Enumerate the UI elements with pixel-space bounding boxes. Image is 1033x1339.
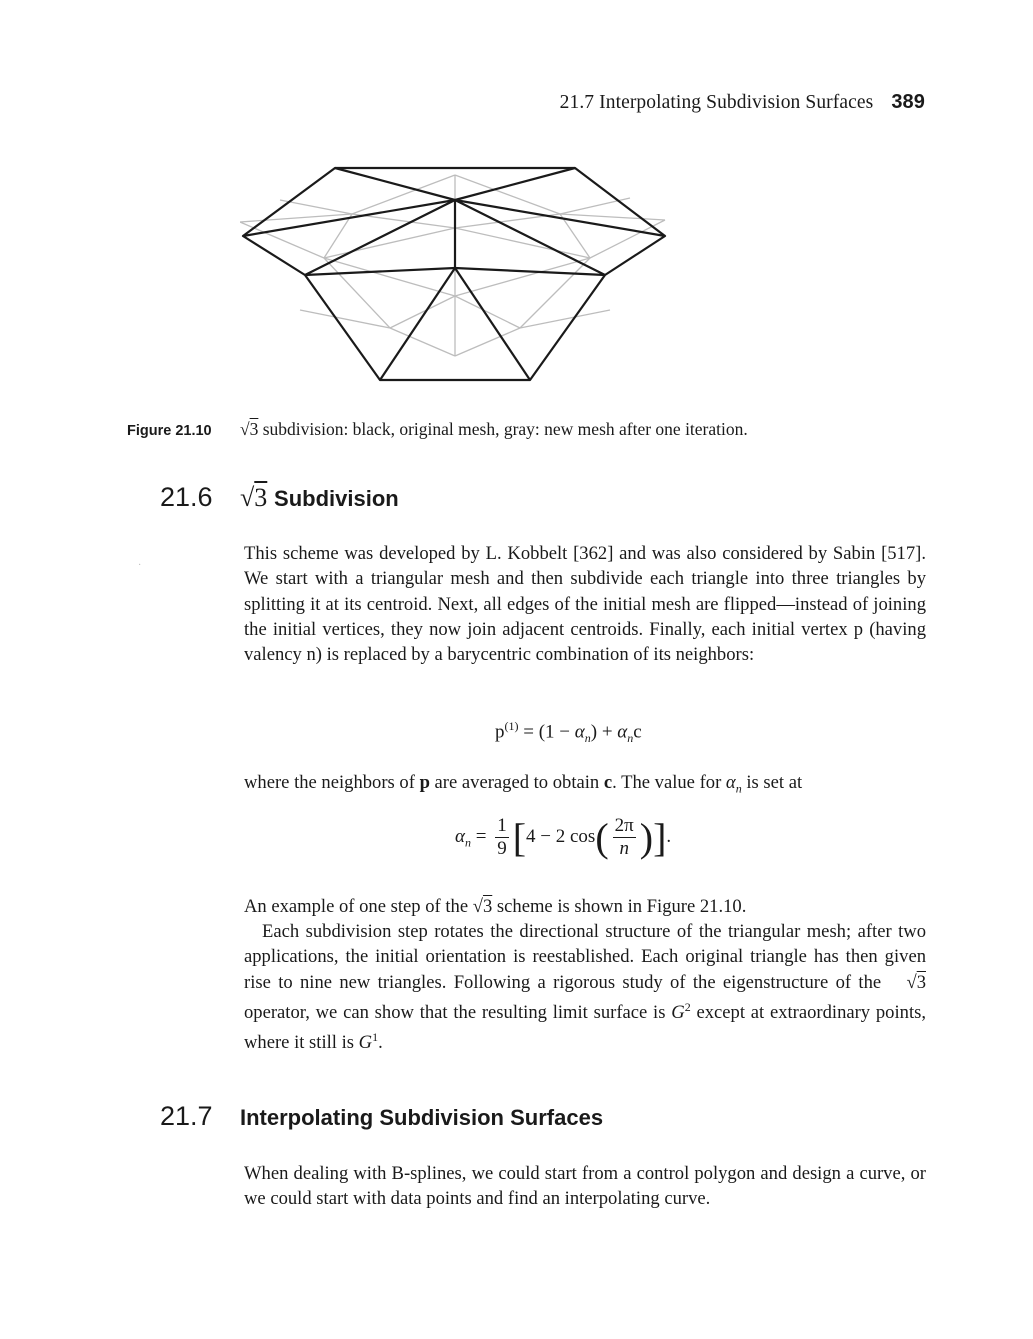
figure-caption bbox=[127, 419, 927, 440]
running-title: 21.7 Interpolating Subdivision Surfaces bbox=[559, 92, 874, 113]
section-title: Interpolating Subdivision Surfaces bbox=[240, 1105, 604, 1130]
sqrt-symbol: √3 bbox=[240, 483, 268, 512]
running-head bbox=[560, 91, 925, 114]
sqrt-symbol: √3 bbox=[240, 419, 259, 439]
equation-alpha: $\alpha_n$ = $\frac{1}{9}$ [4 − 2 cos( $\frac{2\pi}{n}$ )]. bbox=[455, 815, 672, 860]
page-number: 389 bbox=[891, 91, 925, 113]
figure-label: Figure 21.10 bbox=[127, 423, 212, 439]
equation-vertex-update: $p^{(1)} = (1 - \alpha_n) + \alpha_nc$ bbox=[495, 719, 642, 746]
scan-speck: · bbox=[138, 560, 142, 571]
section-heading-21-6 bbox=[160, 482, 399, 513]
paragraph-neighbors: where the neighbors of p are averaged to obtain c. The value for $\alpha_n$ is set at bbox=[244, 772, 803, 796]
sqrt3-subdivision-figure bbox=[240, 160, 670, 390]
black-original-mesh bbox=[243, 168, 665, 380]
paragraph-rotation: Each subdivision step rotates the directional structure of the triangular mesh; after two applications, the initial orientation is reestablished. Each original triangle has then given rise to nine new triangles. Following a rigorous study of the eigenstructure of the √3 operator, we can show that the resulting limit surface is $G^2$ except at extraordinary points, where it still is $G^1$. bbox=[244, 921, 926, 1054]
caption-text: subdivision: black, original mesh, gray: new mesh after one iteration. bbox=[262, 419, 748, 439]
paragraph-interpolating: When dealing with B-splines, we could start from a control polygon and design a curve, or we could start with data points and find an interpolating curve. bbox=[244, 1163, 926, 1210]
section-number: 21.6 bbox=[160, 482, 213, 512]
section-heading-21-7 bbox=[160, 1101, 603, 1132]
section-title: Subdivision bbox=[274, 486, 399, 511]
paragraph-intro: This scheme was developed by L. Kobbelt [362] and was also considered by Sabin [517]. We start with a triangular mesh and then subdivide each triangle into three triangles by splitting it at its centroid. Next, all edges of the initial mesh are flipped—instead of joining the initial vertices, they now join adjacent centroids. Finally, each initial vertex p (having valency n) is replaced by a barycentric combination of its neighbors: bbox=[244, 543, 926, 666]
paragraph-example: An example of one step of the √3 scheme is shown in Figure 21.10. bbox=[244, 896, 747, 917]
section-number: 21.7 bbox=[160, 1101, 213, 1131]
